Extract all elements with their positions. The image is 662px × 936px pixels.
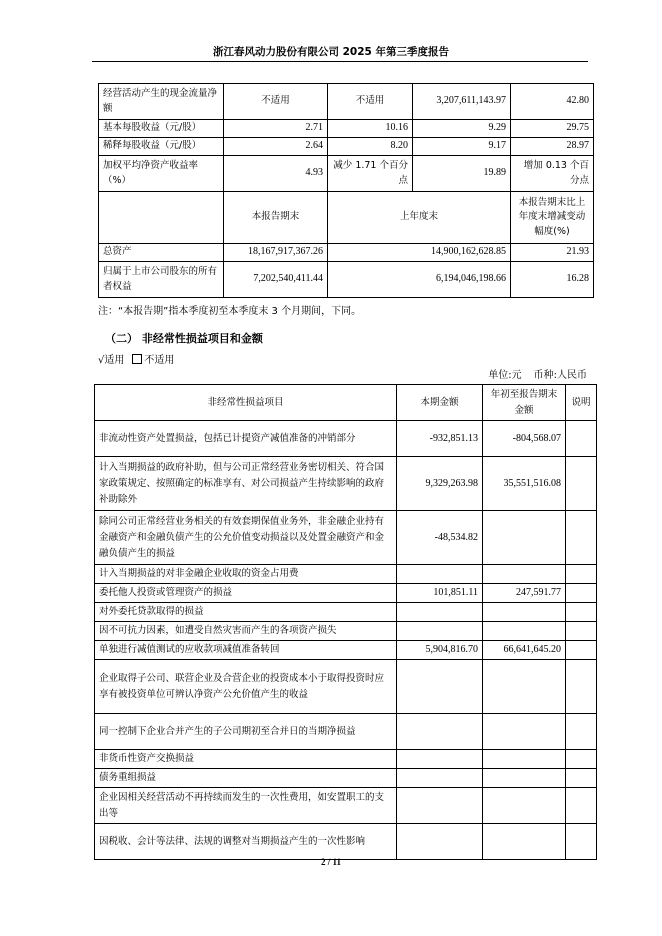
note-cell [566, 660, 597, 714]
ytd-amount [483, 603, 566, 622]
ytd-amount: -804,568.07 [483, 421, 566, 457]
table-row [95, 603, 597, 622]
table-row [95, 824, 597, 860]
current-amount [397, 660, 483, 714]
ytd-amount [483, 622, 566, 641]
header-cell: 本期金额 [397, 385, 483, 421]
note-cell [566, 622, 597, 641]
row-label: 基本每股收益（元/股） [99, 120, 224, 138]
ytd-amount [483, 565, 566, 584]
report-header: 浙江春风动力股份有限公司 2025 年第三季度报告 [212, 46, 450, 58]
cell: 42.80 [511, 84, 594, 120]
item-label: 除同公司正常经营业务相关的有效套期保值业务外，非金融企业持有金融资产和金融负债产生的公允价值变动损益以及处置金融资产和金融负债产生的损益 [95, 511, 397, 565]
cell: 6,194,046,198.66 [328, 262, 511, 298]
empty-cell [99, 192, 224, 244]
table-row [95, 457, 597, 511]
item-label: 单独进行减值测试的应收款项减值准备转回 [95, 641, 397, 660]
current-amount: -48,534.82 [397, 511, 483, 565]
item-label: 非货币性资产交换损益 [95, 750, 397, 769]
item-label: 企业取得子公司、联营企业及合营企业的投资成本小于取得投资时应享有被投资单位可辨认净资产公允价值产生的收益 [95, 660, 397, 714]
current-amount [397, 769, 483, 788]
ytd-amount [483, 660, 566, 714]
item-label: 因不可抗力因素，如遭受自然灾害而产生的各项资产损失 [95, 622, 397, 641]
subheader-cell: 上年度末 [328, 192, 511, 244]
cell: 7,202,540,411.44 [224, 262, 328, 298]
item-label: 因税收、会计等法律、法规的调整对当期损益产生的一次性影响 [95, 824, 397, 860]
note-cell [566, 769, 597, 788]
cell: 14,900,162,628.85 [328, 244, 511, 262]
row-label: 稀释每股收益（元/股） [99, 138, 224, 156]
current-amount: -932,851.13 [397, 421, 483, 457]
note-cell [566, 457, 597, 511]
note-cell [566, 603, 597, 622]
checkbox-icon [132, 354, 142, 364]
note-cell [566, 641, 597, 660]
cell: 18,167,917,367.26 [224, 244, 328, 262]
note-cell [566, 511, 597, 565]
ytd-amount [483, 511, 566, 565]
subheader-cell: 本报告期末比上年度末增减变动幅度(%) [511, 192, 594, 244]
table-row [95, 421, 597, 457]
item-label: 委托他人投资或管理资产的损益 [95, 584, 397, 603]
cell: 2.71 [224, 120, 328, 138]
table-row [99, 138, 594, 156]
note-cell [566, 584, 597, 603]
header-cell: 年初至报告期末金额 [483, 385, 566, 421]
current-amount [397, 622, 483, 641]
header-rule [92, 61, 588, 62]
row-label: 归属于上市公司股东的所有者权益 [99, 262, 224, 298]
current-amount [397, 824, 483, 860]
table-row [95, 769, 597, 788]
table-row [99, 262, 594, 298]
cell: 增加 0.13 个百分点 [511, 156, 594, 192]
ytd-amount [483, 750, 566, 769]
table-row [95, 511, 597, 565]
current-amount [397, 750, 483, 769]
table-subheader [99, 192, 594, 244]
cell: 29.75 [511, 120, 594, 138]
applicable-checked: √适用 [98, 355, 125, 366]
item-label: 对外委托贷款取得的损益 [95, 603, 397, 622]
row-label: 总资产 [99, 244, 224, 262]
item-label: 企业因相关经营活动不再持续而发生的一次性费用，如安置职工的支出等 [95, 788, 397, 824]
applicability [98, 351, 174, 366]
page-number: 2 / 11 [320, 857, 341, 867]
cell: 9.29 [413, 120, 511, 138]
table-header [95, 385, 597, 421]
current-amount: 101,851.11 [397, 584, 483, 603]
note-cell [566, 565, 597, 584]
table-row [95, 750, 597, 769]
ytd-amount: 247,591.77 [483, 584, 566, 603]
table-row [99, 156, 594, 192]
item-label: 计入当期损益的对非金融企业收取的资金占用费 [95, 565, 397, 584]
table-row [99, 244, 594, 262]
unit-label: 单位:元 [488, 370, 522, 381]
note-cell [566, 750, 597, 769]
cell: 10.16 [328, 120, 413, 138]
cell: 16.28 [511, 262, 594, 298]
cell: 28.97 [511, 138, 594, 156]
table-row [95, 622, 597, 641]
non-recurring-items-table [94, 384, 597, 860]
cell: 4.93 [224, 156, 328, 192]
table-row [95, 660, 597, 714]
cell: 3,207,611,143.97 [413, 84, 511, 120]
current-amount [397, 714, 483, 750]
ytd-amount [483, 824, 566, 860]
item-label: 非流动性资产处置损益，包括已计提资产减值准备的冲销部分 [95, 421, 397, 457]
current-amount [397, 565, 483, 584]
cell: 不适用 [224, 84, 328, 120]
item-label: 计入当期损益的政府补助，但与公司正常经营业务密切相关、符合国家政策规定、按照确定的标准享有、对公司损益产生持续影响的政府补助除外 [95, 457, 397, 511]
subheader-cell: 本报告期末 [224, 192, 328, 244]
currency-label: 币种:人民币 [533, 370, 587, 381]
ytd-amount: 35,551,516.08 [483, 457, 566, 511]
note-cell [566, 714, 597, 750]
cell: 19.89 [413, 156, 511, 192]
row-label: 加权平均净资产收益率（%） [99, 156, 224, 192]
table-row [95, 714, 597, 750]
header-cell: 说明 [566, 385, 597, 421]
table-row [95, 641, 597, 660]
table-row [95, 565, 597, 584]
ytd-amount [483, 788, 566, 824]
ytd-amount: 66,641,645.20 [483, 641, 566, 660]
cell: 8.20 [328, 138, 413, 156]
item-label: 债务重组损益 [95, 769, 397, 788]
current-amount: 5,904,816.70 [397, 641, 483, 660]
current-amount [397, 603, 483, 622]
item-label: 同一控制下企业合并产生的子公司期初至合并日的当期净损益 [95, 714, 397, 750]
table-row [99, 120, 594, 138]
section-title: （二） 非经常性损益项目和金额 [105, 332, 263, 345]
financial-indicators-table [98, 83, 594, 298]
cell: 9.17 [413, 138, 511, 156]
cell: 不适用 [328, 84, 413, 120]
table-row [95, 788, 597, 824]
note-cell [566, 824, 597, 860]
cell: 21.93 [511, 244, 594, 262]
header-cell: 非经常性损益项目 [95, 385, 397, 421]
footnote: 注：“本报告期”指本季度初至本季度末 3 个月期间，下同。 [98, 306, 362, 317]
not-applicable-label: 不适用 [144, 355, 175, 366]
row-label: 经营活动产生的现金流量净额 [99, 84, 224, 120]
table-row [95, 584, 597, 603]
note-cell [566, 421, 597, 457]
cell: 2.64 [224, 138, 328, 156]
ytd-amount [483, 714, 566, 750]
table-row [99, 84, 594, 120]
current-amount: 9,329,263.98 [397, 457, 483, 511]
current-amount [397, 788, 483, 824]
cell: 减少 1.71 个百分点 [328, 156, 413, 192]
ytd-amount [483, 769, 566, 788]
note-cell [566, 788, 597, 824]
unit-line [476, 366, 587, 381]
